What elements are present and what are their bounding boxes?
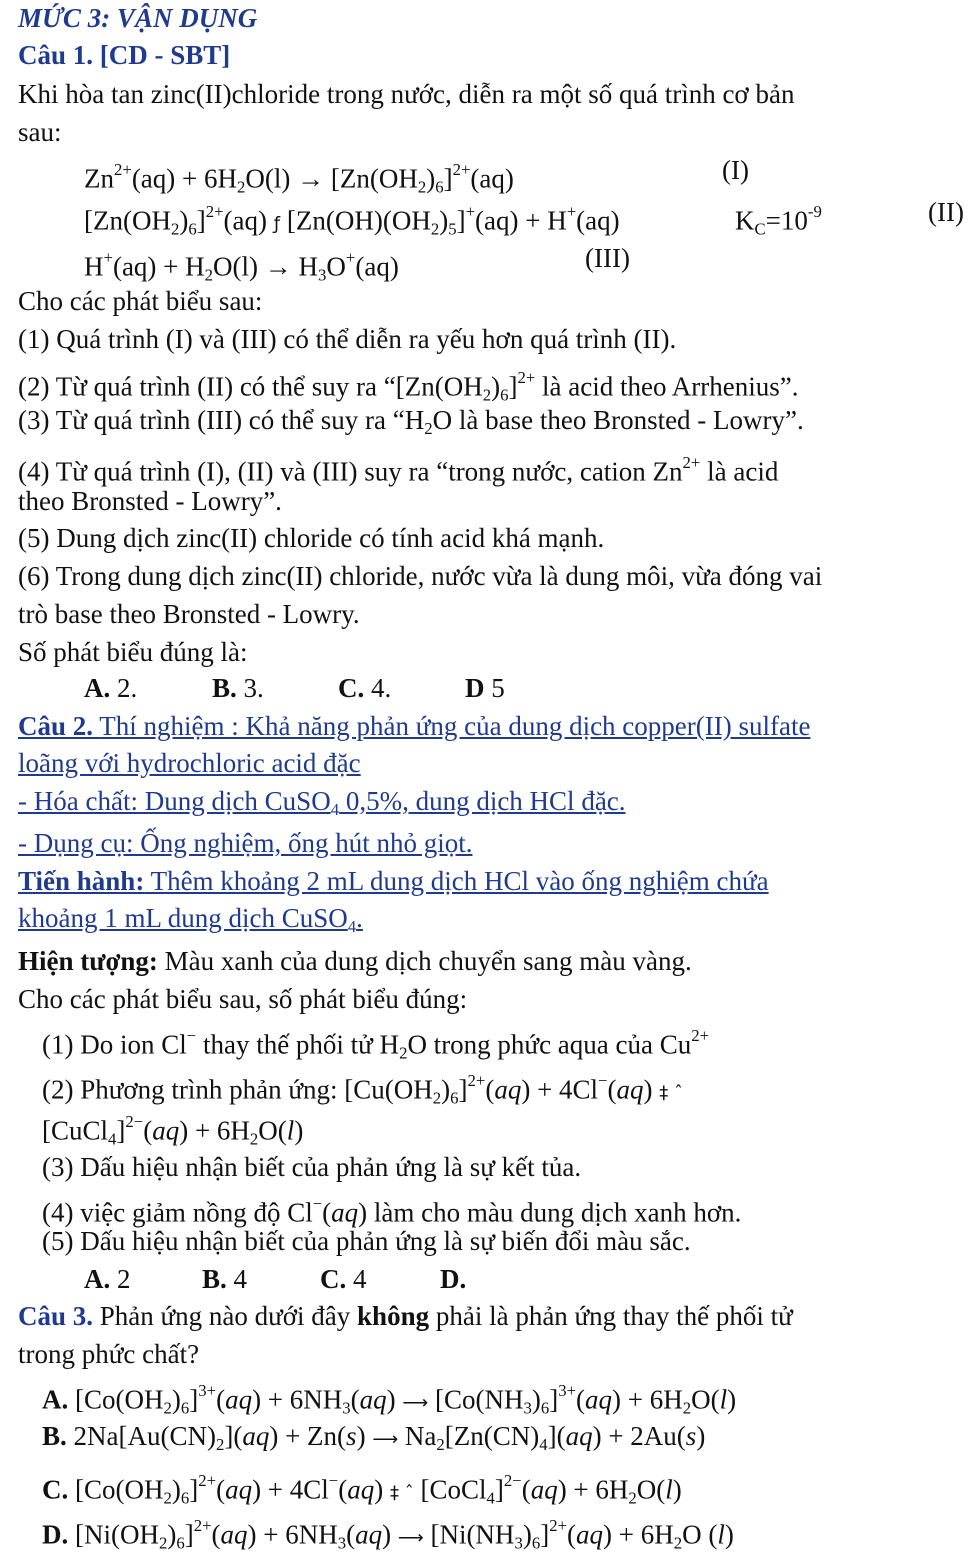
q1-intro-line-1: Khi hòa tan zinc(II)chloride trong nước, diễn ra một số quá trình cơ bản	[18, 79, 795, 109]
q1-statement-3: (3) Từ quá trình (III) có thể suy ra “$H_2O$ là base theo Bronsted - Lowry”.	[18, 405, 804, 439]
q1-title: Câu 1. [CD - SBT]	[18, 40, 231, 70]
q2-statement-2: (2) Phương trình phản ứng: $[Cu(OH_2)_6]^{2+}(aq) + 4Cl^-(aq)$ ‡ ˆ	[42, 1071, 683, 1108]
q2-option-c[interactable]: C. 4	[320, 1264, 367, 1294]
section-heading: MỨC 3: VẬN DỤNG	[18, 3, 258, 33]
q1-statement-6: (6) Trong dung dịch zinc(II) chloride, nước vừa là dung môi, vừa đóng vai	[18, 561, 823, 591]
q2-title-cont: loãng với hydrochloric acid đặc	[18, 748, 361, 778]
q1-statement-1: (1) Quá trình (I) và (III) có thể diễn ra yếu hơn quá trình (II).	[18, 324, 677, 354]
q2-option-d[interactable]: D.	[440, 1264, 467, 1294]
q1-prompt: Cho các phát biểu sau:	[18, 286, 263, 316]
q2-prompt: Cho các phát biểu sau, số phát biểu đúng:	[18, 984, 468, 1014]
q2-tools: - Dụng cụ: Ống nghiệm, ống hút nhỏ giọt.	[18, 828, 473, 858]
q1-equation-2-kc: $K_C=10^{-9}$	[735, 202, 822, 239]
q3-option-c[interactable]: C. $[Co(OH_2)_6]^{2+}(aq) + 4Cl^-(aq)$ ‡ ˆ [CoCl$_4$]$^{2-}$(aq) + $6H_2O(l)$	[42, 1471, 682, 1508]
q1-equation-2: $[Zn(OH_2)_6]^{2+}(aq)$ ƒ $[Zn(OH)(OH_2)_5]^+(aq) + H^+(aq)$	[84, 202, 620, 239]
q2-option-b[interactable]: B. 4	[202, 1264, 248, 1294]
q2-statement-3: (3) Dấu hiệu nhận biết của phản ứng là sự kết tủa.	[42, 1152, 582, 1182]
q1-equation-1: $Zn^{2+}(aq) + 6H_2O(l) \to [Zn(OH_2)_6]^{2+}(aq)$	[84, 160, 514, 197]
q1-statement-2: (2) Từ quá trình (II) có thể suy ra “$[Zn(OH_2)_6]^{2+}$ là acid theo Arrhenius”.	[18, 368, 799, 405]
q1-option-d[interactable]: D 5	[465, 673, 505, 703]
q1-equation-3-label: (III)	[585, 243, 630, 273]
q2-statement-1: (1) Do ion Cl− thay thế phối tử $H_2O$ trong phức aqua của $Cu^{2+}$	[42, 1026, 710, 1063]
q2-statement-2-cont: [CuCl$_4$]$^{2-}$(aq) + $6H_2O(l)$	[42, 1112, 304, 1149]
q1-statement-6-cont: trò base theo Bronsted - Lowry.	[18, 599, 360, 629]
q3-question: Câu 3. Phản ứng nào dưới đây không phải là phản ứng thay thế phối tử	[18, 1301, 793, 1331]
q2-statement-5: (5) Dấu hiệu nhận biết của phản ứng là sự biến đổi màu sắc.	[42, 1226, 691, 1256]
q2-statement-4: (4) việc giảm nồng độ Cl−(aq) làm cho màu dung dịch xanh hơn.	[42, 1194, 742, 1228]
q1-option-c[interactable]: C. 4.	[338, 673, 392, 703]
q2-chemicals: - Hóa chất: Dung dịch CuSO$_4$ 0,5%, dung dịch HCl đặc.	[18, 786, 626, 820]
q2-title: Câu 2. Thí nghiệm : Khả năng phản ứng của dung dịch copper(II) sulfate	[18, 711, 811, 741]
q1-statement-4: (4) Từ quá trình (I), (II) và (III) suy ra “trong nước, cation $Zn^{2+}$ là acid	[18, 453, 779, 487]
q2-phenomenon: Hiện tượng: Màu xanh của dung dịch chuyển sang màu vàng.	[18, 946, 692, 976]
q2-procedure-cont: khoảng 1 mL dung dịch CuSO$_4$.	[18, 903, 363, 937]
q3-option-a[interactable]: A. $[Co(OH_2)_6]^{3+}(aq) + 6NH_3(aq)$ ⟶ $[Co(NH_3)_6]^{3+}(aq) + 6H_2O(l)$	[42, 1381, 737, 1418]
q1-equation-3: $H^+(aq) + H_2O(l) \to H_3O^+(aq)$	[84, 248, 399, 285]
q3-option-b[interactable]: B. $2Na[Au(CN)_2](aq) + Zn(s)$ ⟶ $Na_2[Zn(CN)_4](aq) + 2Au(s)$	[42, 1421, 706, 1455]
q1-equation-2-label: (II)	[928, 197, 964, 227]
q1-option-a[interactable]: A. 2.	[84, 673, 138, 703]
q2-procedure: Tiến hành: Thêm khoảng 2 mL dung dịch HCl vào ống nghiệm chứa	[18, 866, 769, 896]
q1-intro-line-2: sau:	[18, 117, 62, 147]
q1-option-b[interactable]: B. 3.	[212, 673, 264, 703]
q1-count-prompt: Số phát biểu đúng là:	[18, 637, 248, 667]
q1-statement-5: (5) Dung dịch zinc(II) chloride có tính acid khá mạnh.	[18, 523, 605, 553]
q3-option-d[interactable]: D. $[Ni(OH_2)_6]^{2+}(aq) + 6NH_3(aq)$ ⟶ $[Ni(NH_3)_6]^{2+}(aq) + 6H_2O$ (l)	[42, 1516, 734, 1553]
q3-question-cont: trong phức chất?	[18, 1339, 200, 1369]
q1-equation-1-label: (I)	[722, 155, 749, 185]
q1-statement-4-cont: theo Bronsted - Lowry”.	[18, 486, 282, 516]
q2-option-a[interactable]: A. 2	[84, 1264, 131, 1294]
